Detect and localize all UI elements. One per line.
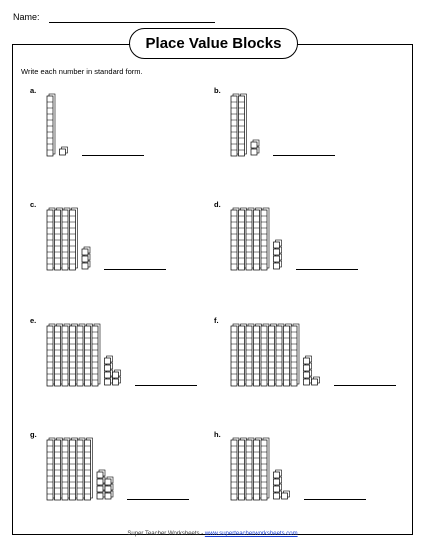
problem-h	[214, 430, 221, 439]
ten-rod	[85, 324, 93, 386]
problem-label: h.	[214, 430, 221, 439]
ten-rod	[55, 438, 63, 500]
problem-b	[214, 86, 221, 95]
ten-rod	[246, 208, 254, 270]
answer-line[interactable]	[127, 499, 189, 500]
problem-label: b.	[214, 86, 221, 95]
problem-d	[214, 200, 221, 209]
base-ten-blocks	[30, 316, 230, 406]
base-ten-blocks	[214, 200, 414, 290]
footer	[0, 531, 425, 537]
ten-rod	[291, 324, 299, 386]
ten-rod	[261, 438, 269, 500]
footer-text: Super Teacher Worksheets -	[127, 531, 205, 537]
ten-rod	[239, 324, 247, 386]
ten-rod	[47, 324, 55, 386]
footer-link[interactable]: www.superteacherworksheets.com	[204, 531, 298, 537]
base-ten-blocks	[30, 86, 230, 176]
answer-line[interactable]	[334, 385, 396, 386]
ten-rod	[70, 438, 78, 500]
ten-rod	[47, 94, 55, 156]
answer-line[interactable]	[273, 155, 335, 156]
base-ten-blocks	[30, 200, 230, 290]
problem-c	[30, 200, 37, 209]
answer-line[interactable]	[304, 499, 366, 500]
problem-label: g.	[30, 430, 37, 439]
ten-rod	[70, 208, 78, 270]
problem-label: e.	[30, 316, 37, 325]
ten-rod	[62, 438, 70, 500]
ten-rod	[55, 208, 63, 270]
base-ten-blocks	[214, 86, 414, 176]
name-label: Name:	[13, 12, 40, 22]
ten-rod	[77, 438, 85, 500]
ten-rod	[77, 324, 85, 386]
problem-label: a.	[30, 86, 37, 95]
ten-rod	[231, 94, 239, 156]
ten-rod	[261, 324, 269, 386]
page-title: Place Value Blocks	[129, 28, 298, 59]
answer-line[interactable]	[82, 155, 144, 156]
ten-rod	[55, 324, 63, 386]
ten-rod	[92, 324, 100, 386]
base-ten-blocks	[30, 430, 230, 520]
ten-rod	[254, 324, 262, 386]
one-cube	[60, 147, 68, 155]
problem-label: c.	[30, 200, 37, 209]
base-ten-blocks	[214, 316, 414, 406]
ten-rod	[231, 438, 239, 500]
ten-rod	[70, 324, 78, 386]
ten-rod	[47, 438, 55, 500]
answer-line[interactable]	[135, 385, 197, 386]
problem-g	[30, 430, 37, 439]
ten-rod	[276, 324, 284, 386]
ten-rod	[269, 324, 277, 386]
problem-f	[214, 316, 219, 325]
ten-rod	[254, 438, 262, 500]
ten-rod	[284, 324, 292, 386]
instructions: Write each number in standard form.	[21, 67, 143, 76]
ten-rod	[246, 324, 254, 386]
answer-line[interactable]	[104, 269, 166, 270]
one-cube	[312, 377, 320, 385]
ten-rod	[62, 208, 70, 270]
ten-rod	[246, 438, 254, 500]
ten-rod	[47, 208, 55, 270]
ten-rod	[254, 208, 262, 270]
ten-rod	[231, 208, 239, 270]
ten-rod	[239, 94, 247, 156]
ten-rod	[85, 438, 93, 500]
base-ten-blocks	[214, 430, 414, 520]
problem-label: f.	[214, 316, 219, 325]
problem-e	[30, 316, 37, 325]
ten-rod	[62, 324, 70, 386]
ten-rod	[261, 208, 269, 270]
name-line[interactable]	[49, 22, 215, 23]
problem-label: d.	[214, 200, 221, 209]
one-cube	[282, 491, 290, 499]
ten-rod	[239, 438, 247, 500]
problem-a	[30, 86, 37, 95]
answer-line[interactable]	[296, 269, 358, 270]
ten-rod	[231, 324, 239, 386]
ten-rod	[239, 208, 247, 270]
